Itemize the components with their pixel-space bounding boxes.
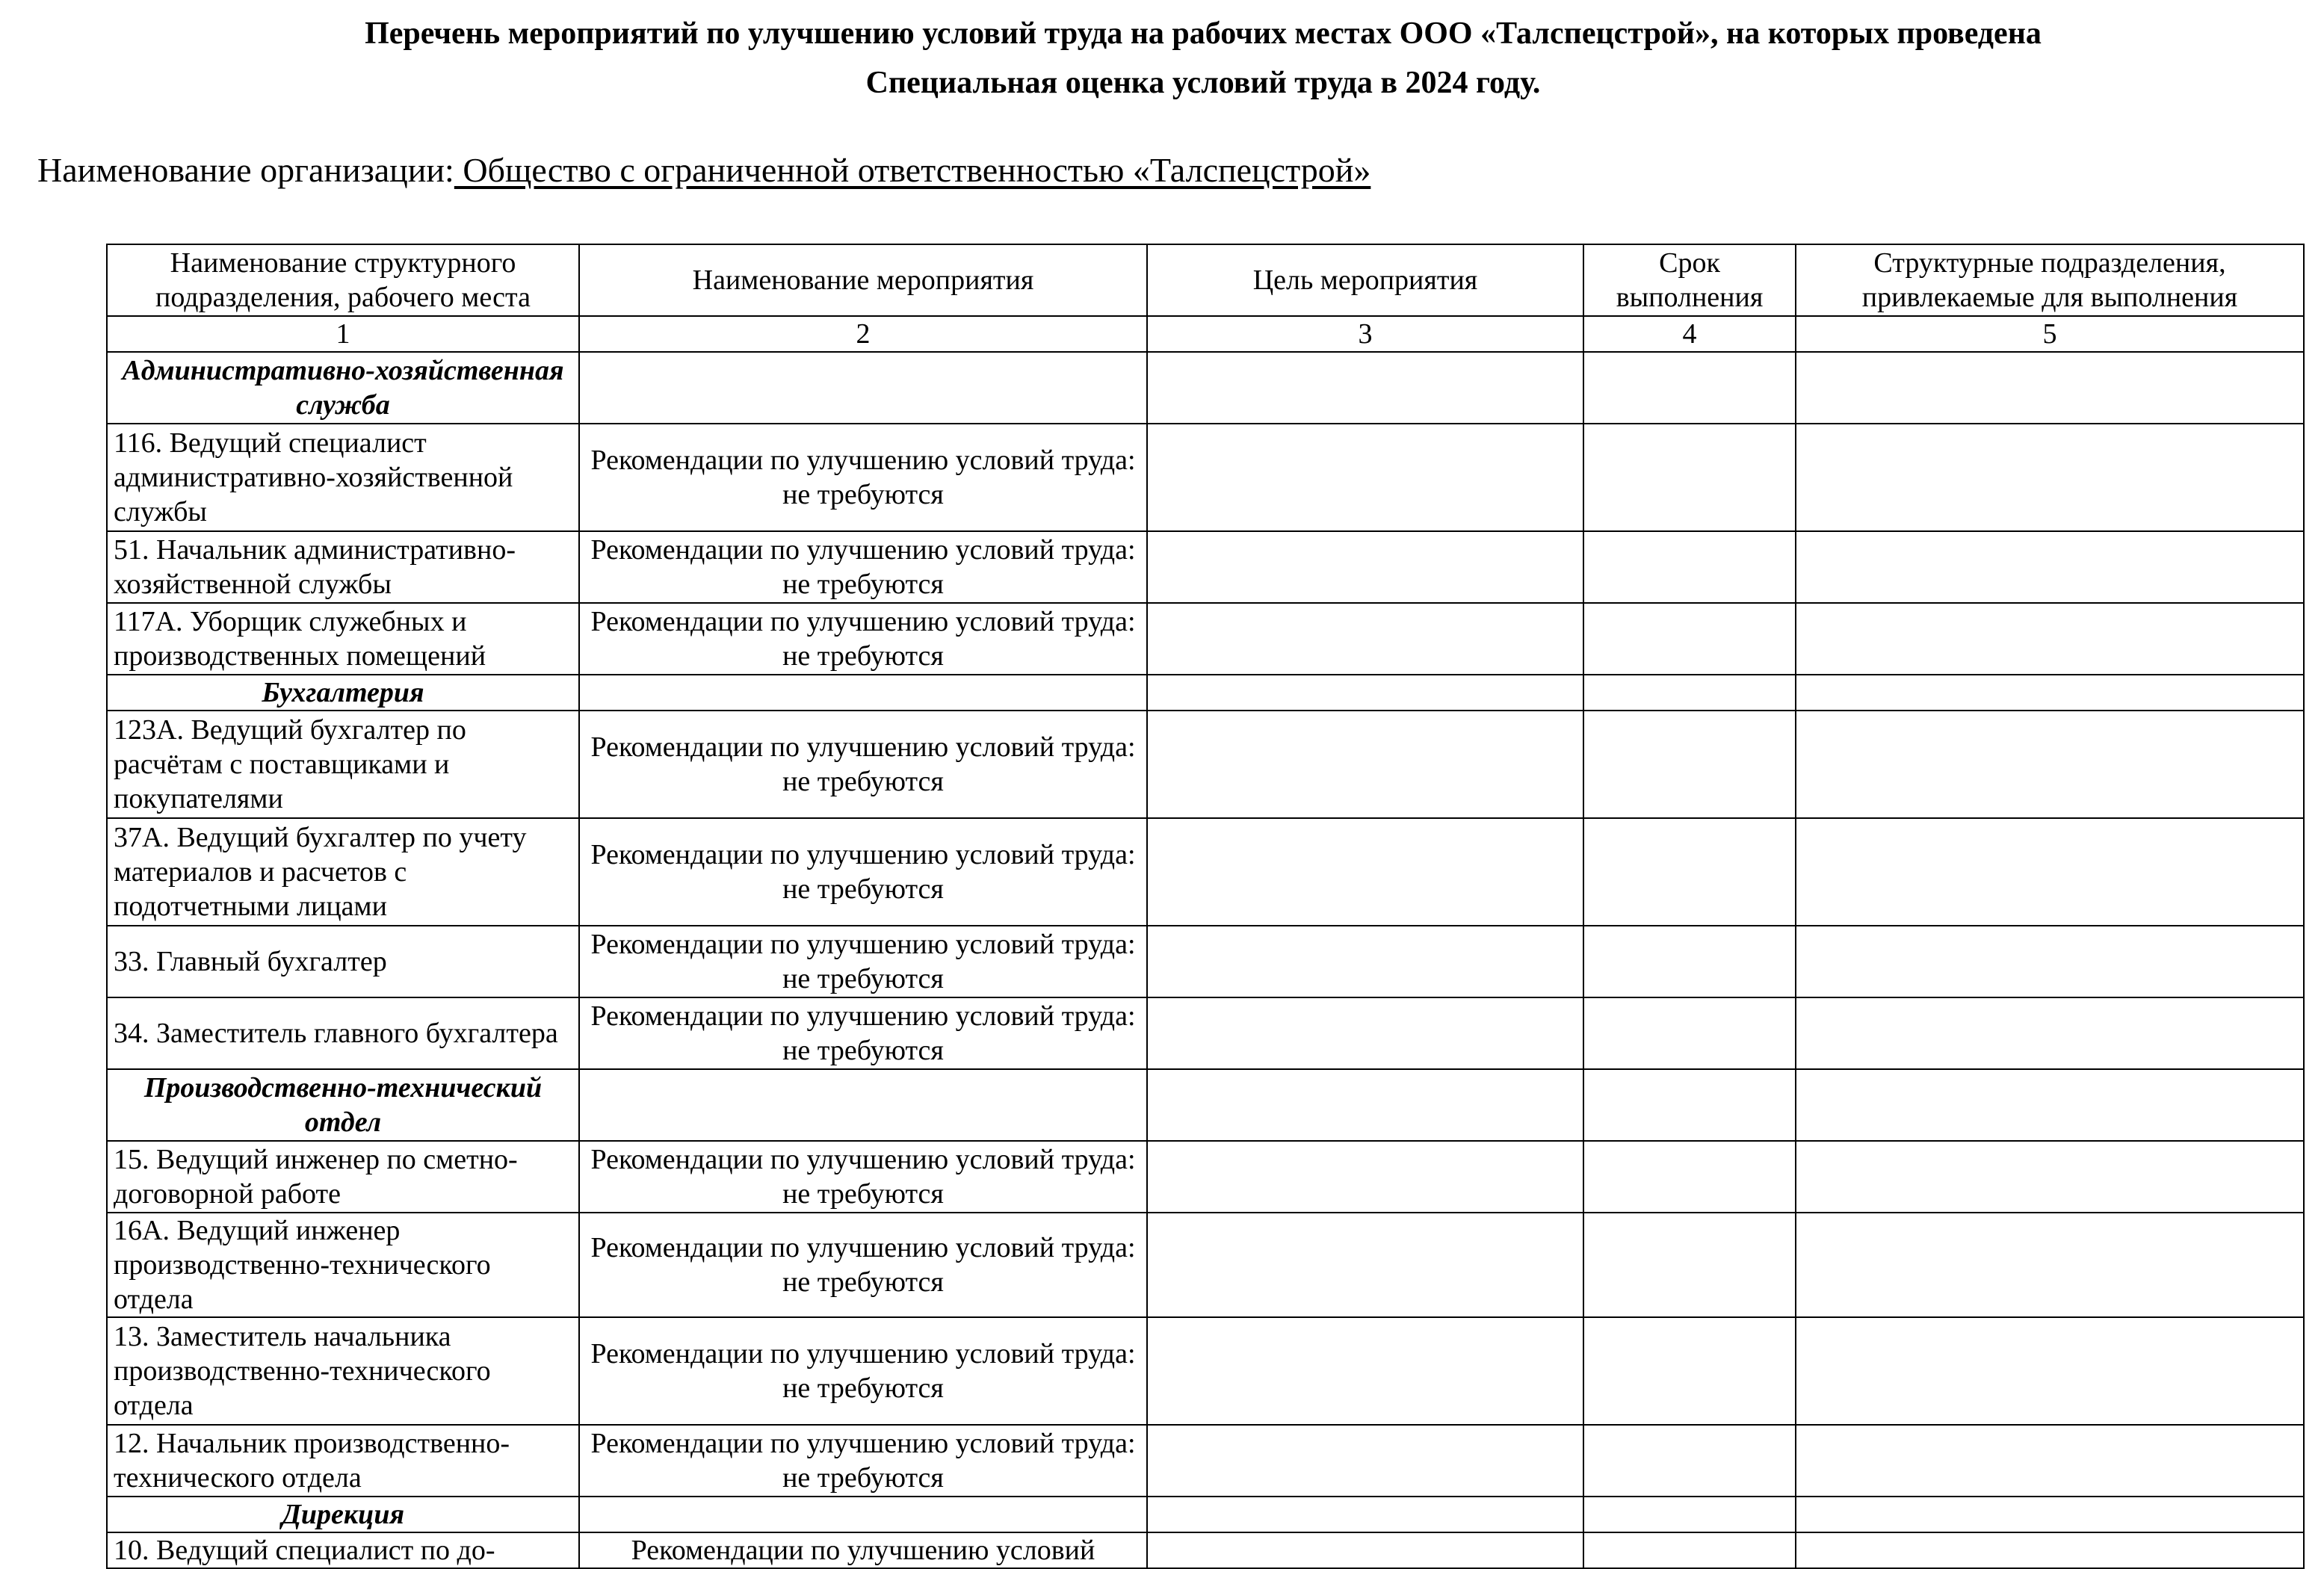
workplace-cell: 37А. Ведущий бухгалтер по учету материалов и расчетов с подотчетными лицами: [107, 818, 579, 926]
title-line-1: Перечень мероприятий по улучшению условий труда на рабочих местах ООО «Талспецстрой», на которых проведена: [365, 16, 2042, 51]
units-cell: [1796, 1141, 2304, 1213]
column-number-cell: 2: [579, 316, 1147, 352]
deadline-cell: [1583, 424, 1796, 531]
deadline-cell: [1583, 1141, 1796, 1213]
workplace-cell: 16А. Ведущий инженер производственно-технического отдела: [107, 1213, 579, 1317]
table-row: [107, 1141, 2304, 1213]
measure-cell: [579, 675, 1147, 711]
deadline-cell: [1583, 926, 1796, 997]
section-row: [107, 675, 2304, 711]
goal-cell: [1147, 1213, 1583, 1317]
column-number-cell: 5: [1796, 316, 2304, 352]
table-row: [107, 711, 2304, 818]
units-cell: [1796, 997, 2304, 1069]
organization-name: Общество с ограниченной ответственностью «Талспецстрой»: [454, 151, 1371, 189]
units-cell: [1796, 675, 2304, 711]
deadline-cell: [1583, 1213, 1796, 1317]
document-title: [112, 9, 2294, 108]
deadline-cell: [1583, 1532, 1796, 1568]
units-cell: [1796, 1069, 2304, 1141]
column-number-row: [107, 316, 2304, 352]
units-cell: [1796, 531, 2304, 603]
table-row: [107, 1425, 2304, 1497]
units-cell: [1796, 424, 2304, 531]
measure-cell: [579, 1069, 1147, 1141]
goal-cell: [1147, 424, 1583, 531]
workplace-cell: 15. Ведущий инженер по сметно-договорной работе: [107, 1141, 579, 1213]
header-cell: Цель мероприятия: [1147, 244, 1583, 316]
deadline-cell: [1583, 1497, 1796, 1532]
goal-cell: [1147, 603, 1583, 675]
workplace-cell: 12. Начальник производственно-технического отдела: [107, 1425, 579, 1497]
goal-cell: [1147, 926, 1583, 997]
units-cell: [1796, 711, 2304, 818]
section-title-cell: Административно-хозяйственная служба: [107, 352, 579, 424]
measure-cell: Рекомендации по улучшению условий труда: не требуются: [579, 531, 1147, 603]
measure-cell: Рекомендации по улучшению условий труда: не требуются: [579, 1425, 1147, 1497]
table-row: [107, 1532, 2304, 1568]
units-cell: [1796, 1317, 2304, 1425]
units-cell: [1796, 352, 2304, 424]
goal-cell: [1147, 352, 1583, 424]
measure-cell: Рекомендации по улучшению условий труда: не требуются: [579, 1317, 1147, 1425]
measure-cell: Рекомендации по улучшению условий труда: не требуются: [579, 997, 1147, 1069]
table-row: [107, 531, 2304, 603]
table-row: [107, 1317, 2304, 1425]
measure-cell: [579, 1497, 1147, 1532]
goal-cell: [1147, 1141, 1583, 1213]
deadline-cell: [1583, 531, 1796, 603]
workplace-cell: 123А. Ведущий бухгалтер по расчётам с поставщиками и покупателями: [107, 711, 579, 818]
table-row: [107, 424, 2304, 531]
goal-cell: [1147, 711, 1583, 818]
measure-cell: Рекомендации по улучшению условий труда: не требуются: [579, 1213, 1147, 1317]
title-line-2: Специальная оценка условий труда в 2024 году.: [865, 66, 1541, 100]
workplace-cell: 33. Главный бухгалтер: [107, 926, 579, 997]
section-title-cell: Бухгалтерия: [107, 675, 579, 711]
units-cell: [1796, 926, 2304, 997]
organization-line: [37, 149, 1397, 191]
section-title-cell: Дирекция: [107, 1497, 579, 1532]
section-row: [107, 352, 2304, 424]
units-cell: [1796, 1425, 2304, 1497]
header-cell: Структурные подразделения, привлекаемые для выполнения: [1796, 244, 2304, 316]
goal-cell: [1147, 818, 1583, 926]
workplace-cell: 117А. Уборщик служебных и производственных помещений: [107, 603, 579, 675]
goal-cell: [1147, 1069, 1583, 1141]
measures-table: [106, 244, 2305, 1569]
measure-cell: Рекомендации по улучшению условий труда: не требуются: [579, 603, 1147, 675]
units-cell: [1796, 818, 2304, 926]
header-cell: Наименование структурного подразделения, рабочего места: [107, 244, 579, 316]
deadline-cell: [1583, 675, 1796, 711]
section-title-cell: Производственно-технический отдел: [107, 1069, 579, 1141]
workplace-cell: 10. Ведущий специалист по до-: [107, 1532, 579, 1568]
deadline-cell: [1583, 1069, 1796, 1141]
column-number-cell: 4: [1583, 316, 1796, 352]
measure-cell: Рекомендации по улучшению условий: [579, 1532, 1147, 1568]
units-cell: [1796, 1532, 2304, 1568]
table-row: [107, 1213, 2304, 1317]
section-row: [107, 1497, 2304, 1532]
column-number-cell: 1: [107, 316, 579, 352]
workplace-cell: 13. Заместитель начальника производственно-технического отдела: [107, 1317, 579, 1425]
units-cell: [1796, 603, 2304, 675]
organization-label: Наименование организации:: [37, 151, 454, 189]
goal-cell: [1147, 997, 1583, 1069]
measure-cell: Рекомендации по улучшению условий труда: не требуются: [579, 424, 1147, 531]
table-row: [107, 603, 2304, 675]
column-number-cell: 3: [1147, 316, 1583, 352]
header-cell: Наименование мероприятия: [579, 244, 1147, 316]
workplace-cell: 34. Заместитель главного бухгалтера: [107, 997, 579, 1069]
table-header-row: [107, 244, 2304, 316]
section-row: [107, 1069, 2304, 1141]
units-cell: [1796, 1497, 2304, 1532]
measure-cell: Рекомендации по улучшению условий труда: не требуются: [579, 926, 1147, 997]
goal-cell: [1147, 1532, 1583, 1568]
goal-cell: [1147, 675, 1583, 711]
deadline-cell: [1583, 603, 1796, 675]
measure-cell: Рекомендации по улучшению условий труда: не требуются: [579, 818, 1147, 926]
deadline-cell: [1583, 818, 1796, 926]
header-cell: Срок выполнения: [1583, 244, 1796, 316]
deadline-cell: [1583, 997, 1796, 1069]
table-row: [107, 818, 2304, 926]
workplace-cell: 51. Начальник административно-хозяйственной службы: [107, 531, 579, 603]
units-cell: [1796, 1213, 2304, 1317]
measure-cell: Рекомендации по улучшению условий труда: не требуются: [579, 711, 1147, 818]
deadline-cell: [1583, 711, 1796, 818]
measure-cell: [579, 352, 1147, 424]
workplace-cell: 116. Ведущий специалист административно-хозяйственной службы: [107, 424, 579, 531]
table-row: [107, 997, 2304, 1069]
deadline-cell: [1583, 352, 1796, 424]
goal-cell: [1147, 531, 1583, 603]
goal-cell: [1147, 1497, 1583, 1532]
goal-cell: [1147, 1317, 1583, 1425]
measure-cell: Рекомендации по улучшению условий труда: не требуются: [579, 1141, 1147, 1213]
deadline-cell: [1583, 1425, 1796, 1497]
goal-cell: [1147, 1425, 1583, 1497]
table-row: [107, 926, 2304, 997]
deadline-cell: [1583, 1317, 1796, 1425]
